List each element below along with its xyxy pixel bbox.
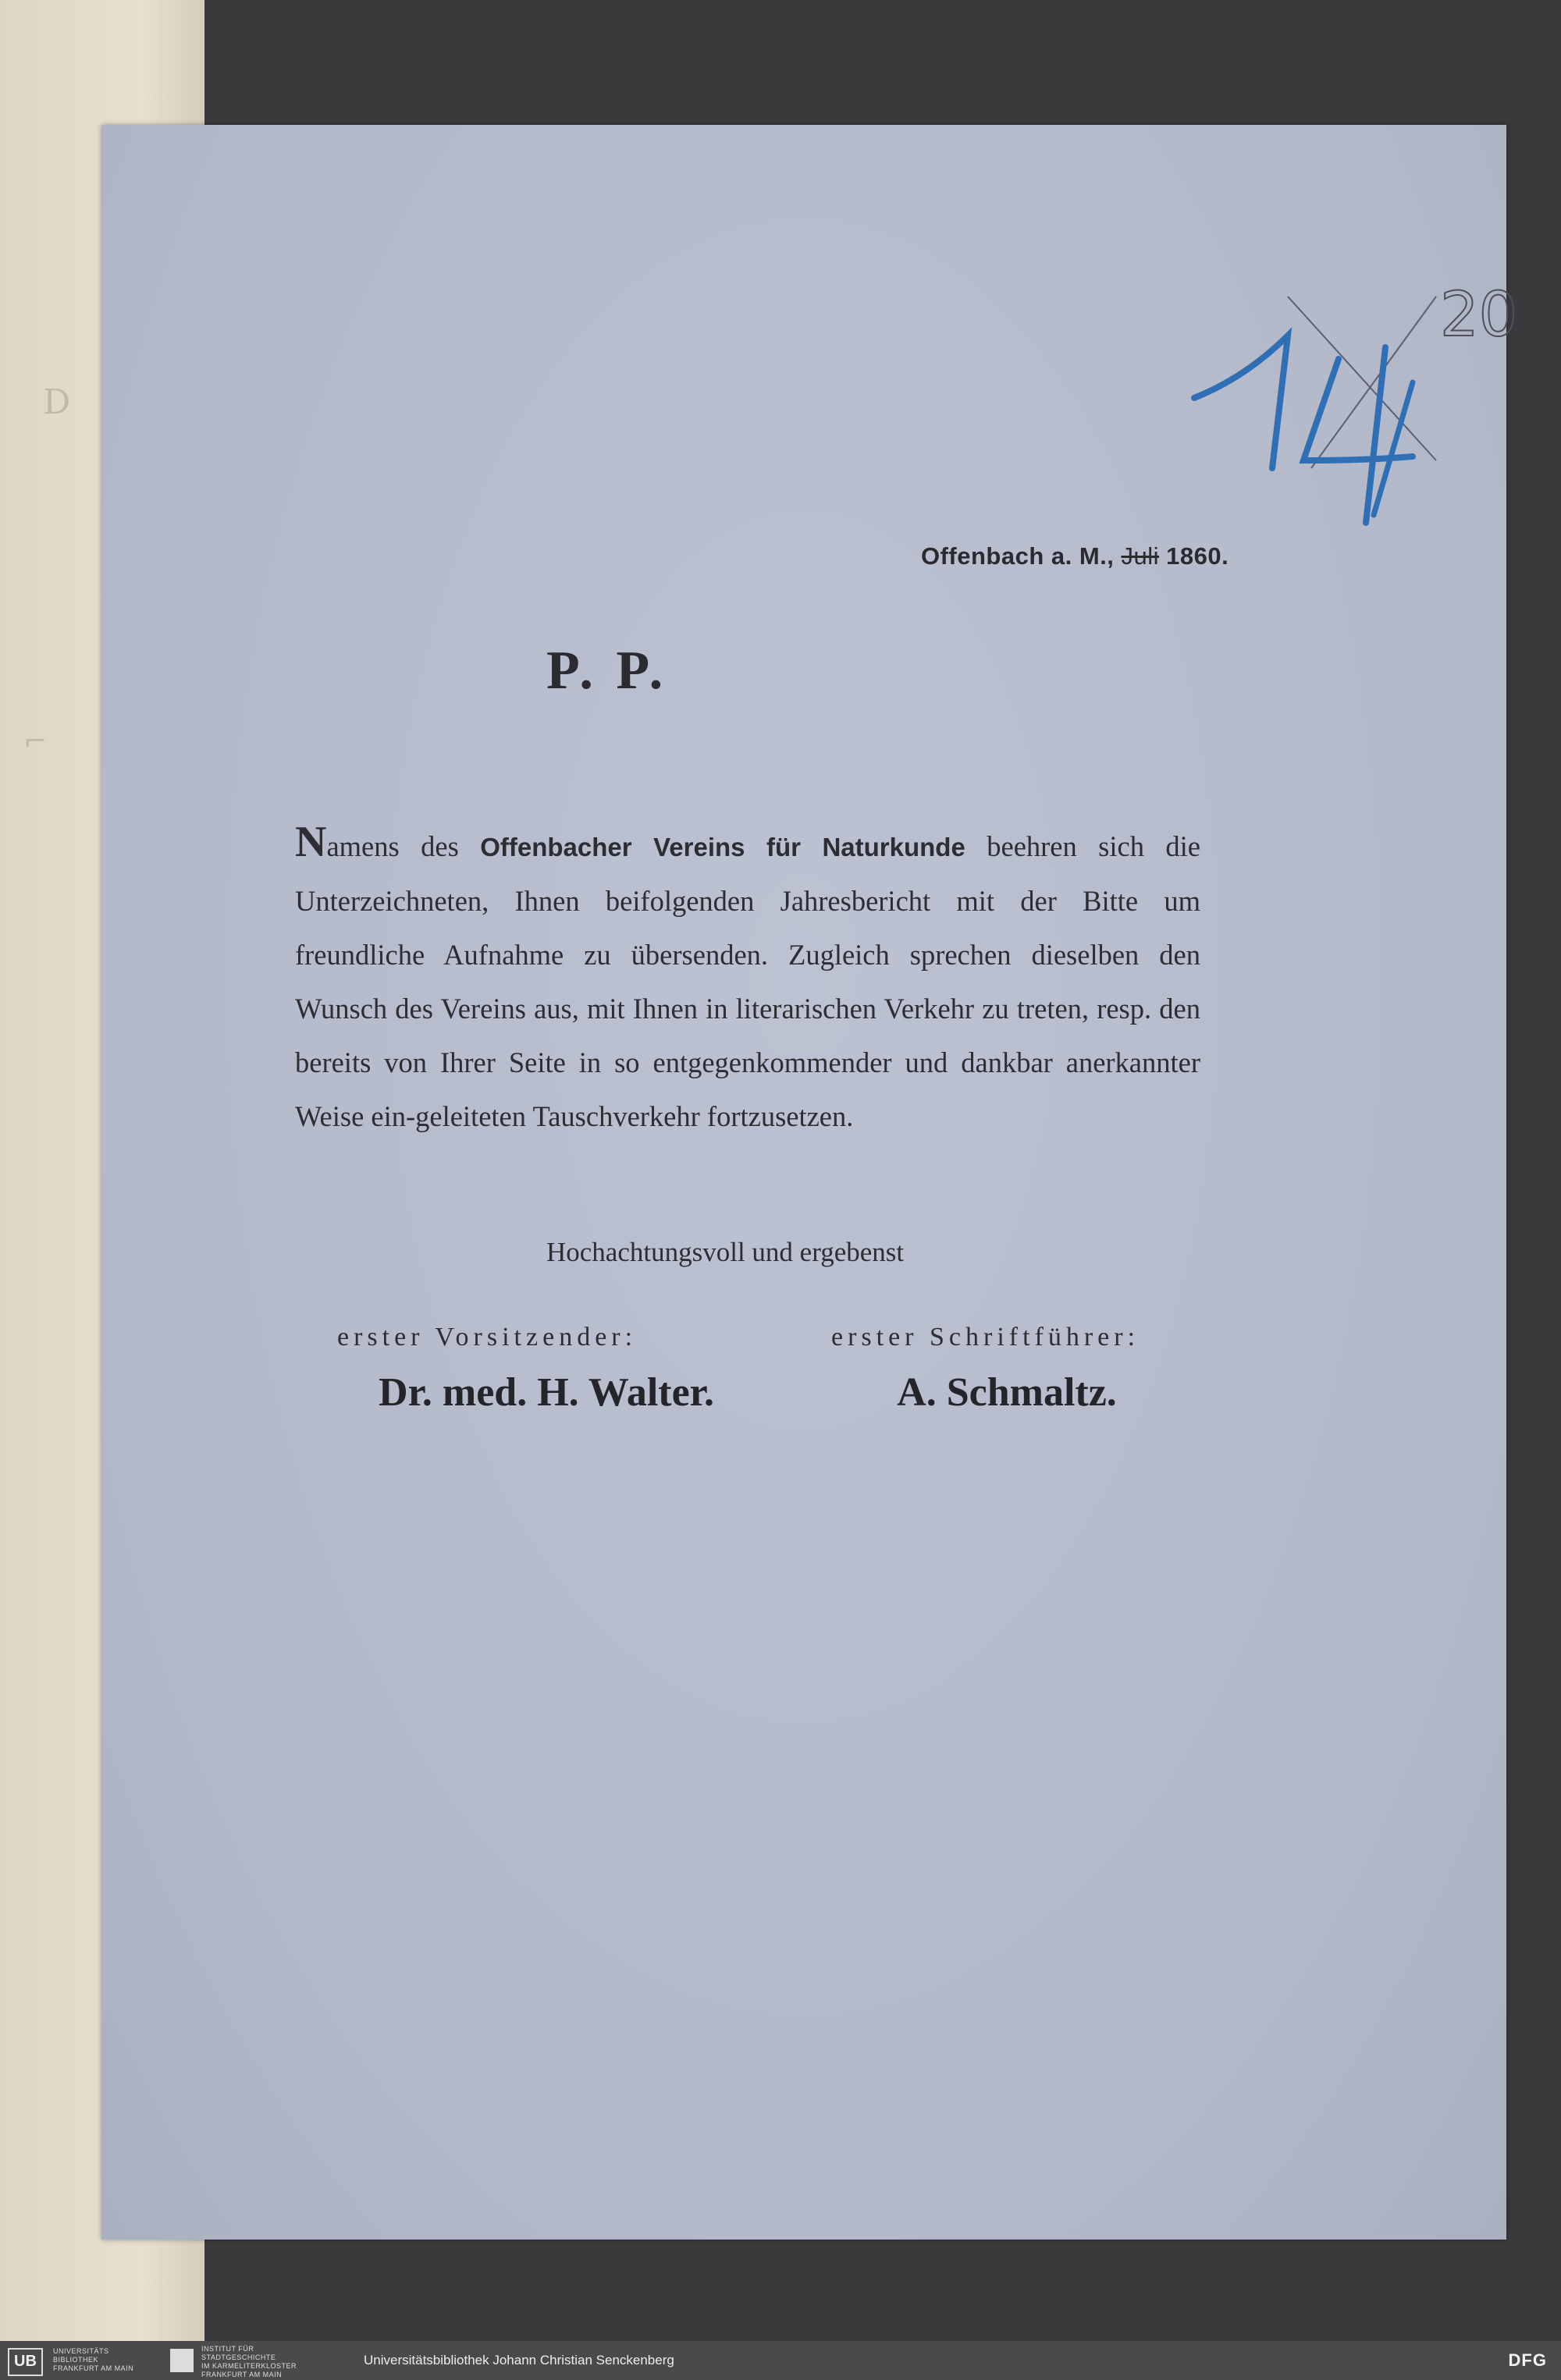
body-text: beehren sich die Unterzeichneten, Ihnen beifolgenden Jahresbericht mit der Bitte um freundliche Aufnahme zu übersenden. Zugleich sprechen dieselben den Wunsch des Vereins aus, mit Ihnen in literarischen Verkehr zu treten, resp. den bereits von Ihrer Seite in so entgegenkommender und dankbar anerkannter Weise ein-geleiteten Tauschverkehr fortzusetzen.: [295, 830, 1201, 1132]
dateline-place: Offenbach a. M.,: [921, 542, 1122, 570]
dateline-year: 1860.: [1166, 542, 1229, 570]
dateline-struck-month: Juli: [1121, 542, 1160, 570]
ink-digit-one: [1194, 336, 1288, 468]
bleed-through-mark: ⌐: [23, 726, 48, 758]
body-intro: amens des: [326, 830, 481, 862]
pencil-number: 20: [1440, 280, 1518, 350]
dateline: [921, 542, 1288, 570]
society-name: Offenbacher Vereins für Naturkunde: [480, 833, 965, 861]
initial-letter: N: [295, 818, 327, 866]
signatory-name-chair: Dr. med. H. Walter.: [379, 1370, 714, 1415]
ub-name: UNIVERSITÄTS BIBLIOTHEK FRANKFURT AM MAIN: [53, 2347, 134, 2372]
signatory-role-chair: erster Vorsitzender:: [337, 1323, 638, 1352]
dfg-logo: DFG: [1508, 2350, 1547, 2370]
ink-digit-four-stem: [1366, 347, 1385, 523]
signatory-name-secretary: A. Schmaltz.: [897, 1370, 1117, 1415]
institute-logo-icon: [170, 2349, 194, 2372]
institute-name: INSTITUT FÜR STADTGESCHICHTE IM KARMELITERKLOSTER FRANKFURT AM MAIN: [201, 2345, 297, 2378]
ub-logo: UB: [8, 2348, 43, 2376]
leaflet-sheet: [101, 125, 1518, 2240]
salutation: P. P.: [546, 641, 668, 701]
closing-line: Hochachtungsvoll und ergebenst: [546, 1237, 905, 1267]
footer-bar: [0, 2341, 1561, 2380]
signatory-role-secretary: erster Schriftführer:: [831, 1323, 1140, 1352]
bleed-through-mark: D: [43, 382, 71, 422]
library-credit: Universitätsbibliothek Johann Christian Senckenberg: [364, 2353, 674, 2368]
handwritten-folio-number: [1179, 265, 1538, 546]
body-paragraph: [295, 819, 1200, 1143]
